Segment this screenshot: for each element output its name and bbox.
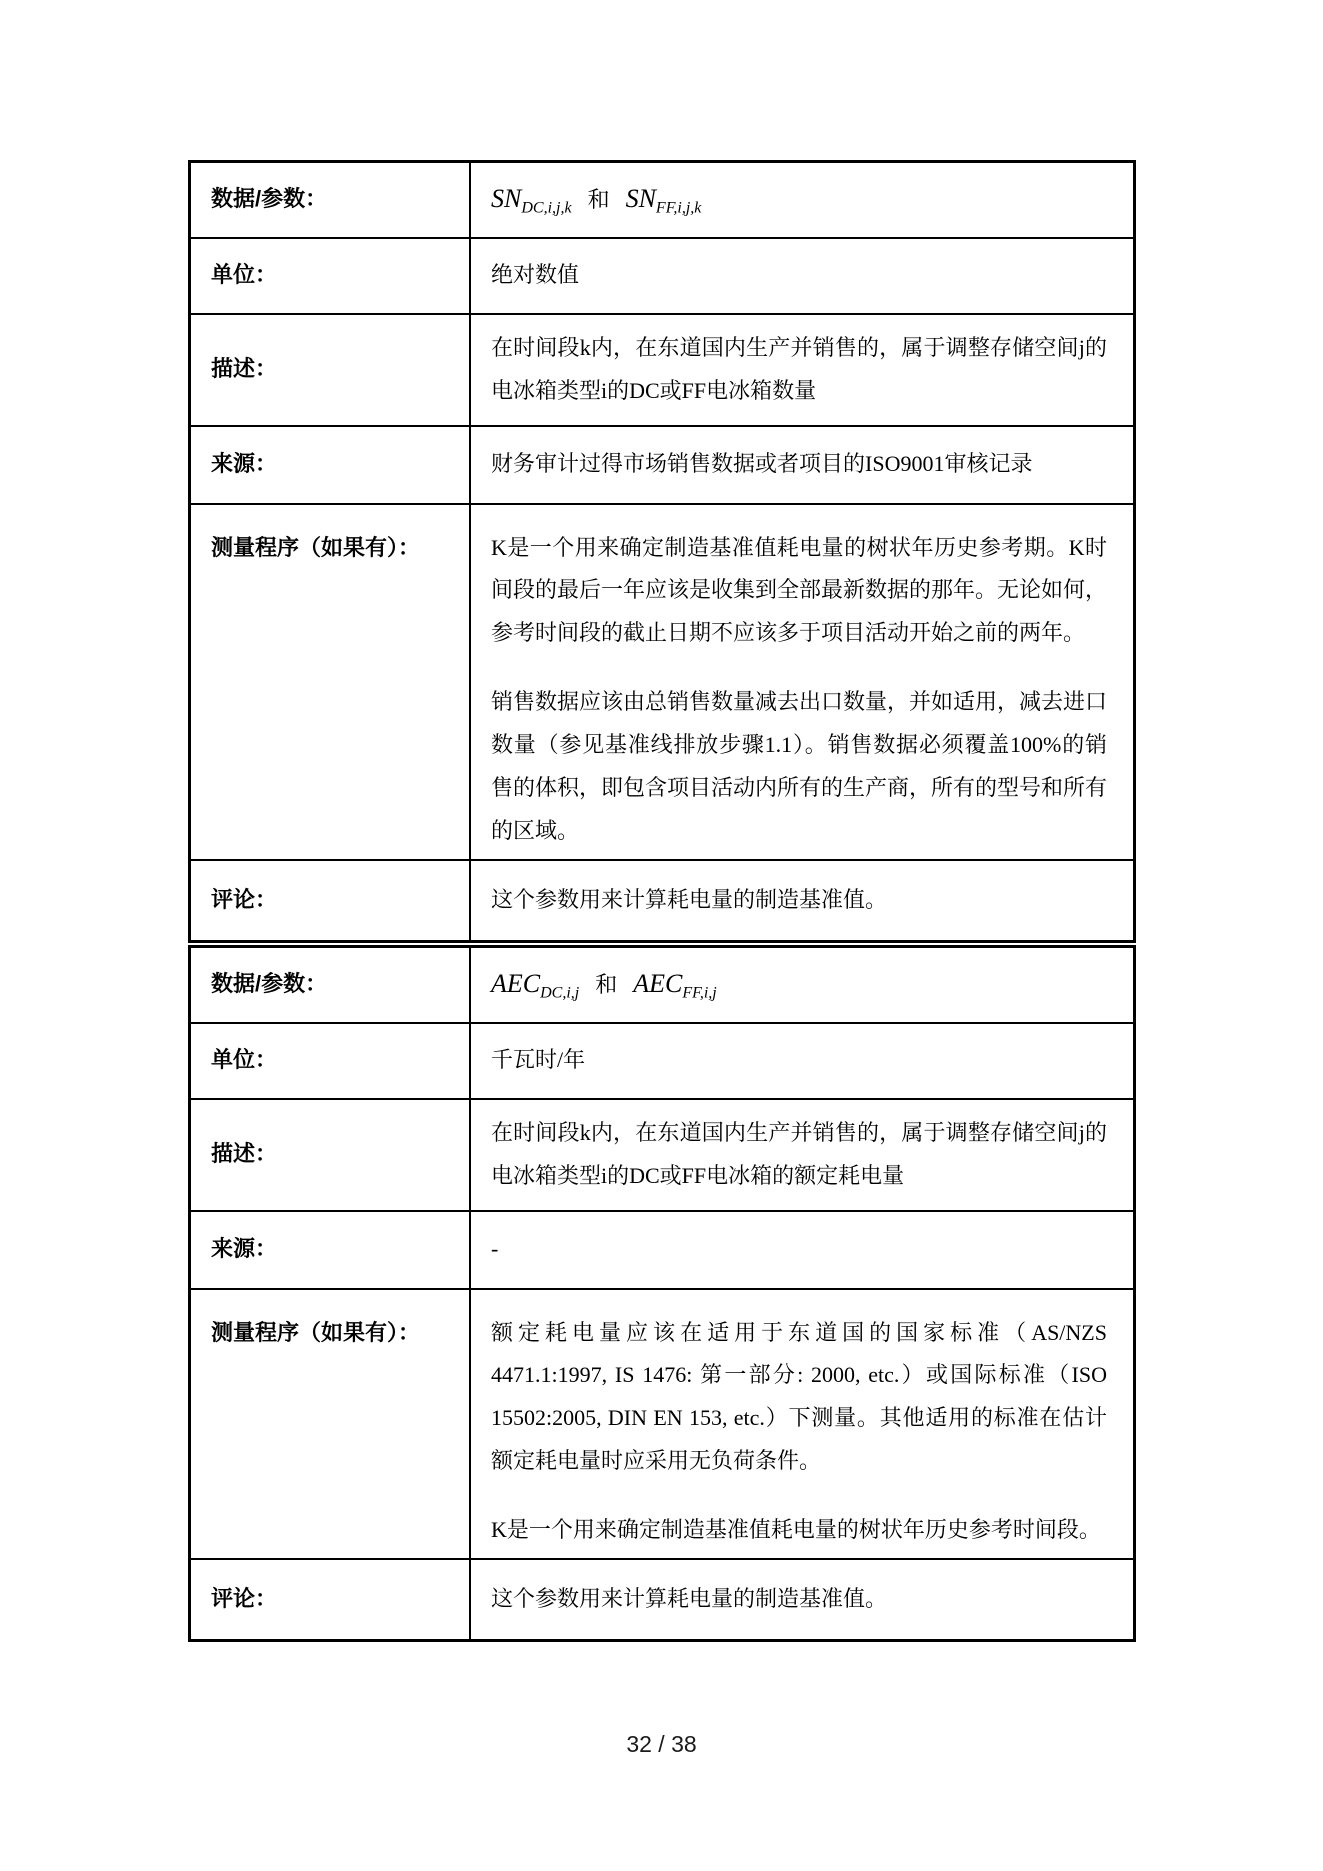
- value-data-parameter: [470, 947, 1135, 1023]
- formula-conjunction: 和: [595, 972, 618, 998]
- table-row: [190, 504, 1135, 860]
- table-row: [190, 1099, 1135, 1211]
- value-data-parameter: [470, 162, 1135, 238]
- label-comment: 评论：: [190, 1559, 471, 1641]
- value-description: 在时间段k内，在东道国内生产并销售的，属于调整存储空间j的电冰箱类型i的DC或FF电冰箱的额定耗电量: [470, 1099, 1135, 1211]
- table-row: [190, 1023, 1135, 1099]
- value-source: -: [470, 1211, 1135, 1289]
- procedure-paragraph: K是一个用来确定制造基准值耗电量的树状年历史参考时间段。: [491, 1517, 1101, 1543]
- label-source: 来源：: [190, 1211, 471, 1289]
- parameter-table-1: [188, 160, 1136, 943]
- formula-symbol: SN: [491, 184, 522, 214]
- value-measurement-procedure: [470, 1289, 1135, 1559]
- parameter-table-2: [188, 945, 1136, 1642]
- table-row: [190, 1559, 1135, 1641]
- label-source: 来源：: [190, 426, 471, 504]
- procedure-paragraph: K是一个用来确定制造基准值耗电量的树状年历史参考期。K时间段的最后一年应该是收集到全部最新数据的那年。无论如何，参考时间段的截止日期不应该多于项目活动开始之前的两年。: [491, 534, 1108, 646]
- formula-symbol: SN: [625, 184, 656, 214]
- table-row: [190, 947, 1135, 1023]
- label-measurement-procedure: 测量程序（如果有）：: [190, 504, 471, 860]
- label-data-parameter: 数据/参数：: [190, 162, 471, 238]
- table-row: [190, 1289, 1135, 1559]
- value-description: 在时间段k内，在东道国内生产并销售的，属于调整存储空间j的电冰箱类型i的DC或FF电冰箱数量: [470, 314, 1135, 426]
- formula-symbol: AEC: [491, 969, 541, 999]
- formula-conjunction: 和: [587, 187, 610, 213]
- value-comment: 这个参数用来计算耗电量的制造基准值。: [470, 860, 1135, 942]
- label-unit: 单位：: [190, 1023, 471, 1099]
- label-comment: 评论：: [190, 860, 471, 942]
- table-row: [190, 426, 1135, 504]
- formula-symbol: AEC: [633, 969, 683, 999]
- formula-subscript: FF,i,j,k: [655, 199, 702, 217]
- value-unit: 千瓦时/年: [470, 1023, 1135, 1099]
- value-unit: 绝对数值: [470, 238, 1135, 314]
- table-row: [190, 238, 1135, 314]
- formula-subscript: FF,i,j: [682, 984, 717, 1002]
- table-row: [190, 162, 1135, 238]
- value-measurement-procedure: [470, 504, 1135, 860]
- page-number: 32 / 38: [626, 1731, 697, 1757]
- table-row: [190, 1211, 1135, 1289]
- value-source: 财务审计过得市场销售数据或者项目的ISO9001审核记录: [470, 426, 1135, 504]
- formula-subscript: DC,i,j,k: [521, 199, 572, 217]
- procedure-paragraph: 销售数据应该由总销售数量减去出口数量，并如适用，减去进口数量（参见基准线排放步骤1.1）。销售数据必须覆盖100%的销售的体积，即包含项目活动内所有的生产商，所有的型号和所有的区域。: [491, 689, 1108, 843]
- value-comment: 这个参数用来计算耗电量的制造基准值。: [470, 1559, 1135, 1641]
- label-measurement-procedure: 测量程序（如果有）：: [190, 1289, 471, 1559]
- formula-subscript: DC,i,j: [540, 984, 580, 1002]
- procedure-paragraph: 额定耗电量应该在适用于东道国的国家标准（AS/NZS 4471.1:1997, IS 1476: 第一部分: 2000, etc.）或国际标准（ISO 15502:2005, DIN EN 153, etc.）下测量。其他适用的标准在估计额定耗电量时应采用无负荷条件。: [491, 1319, 1107, 1474]
- table-row: [190, 314, 1135, 426]
- table-row: [190, 860, 1135, 942]
- label-description: 描述：: [190, 314, 471, 426]
- label-unit: 单位：: [190, 238, 471, 314]
- label-description: 描述：: [190, 1099, 471, 1211]
- label-data-parameter: 数据/参数：: [190, 947, 471, 1023]
